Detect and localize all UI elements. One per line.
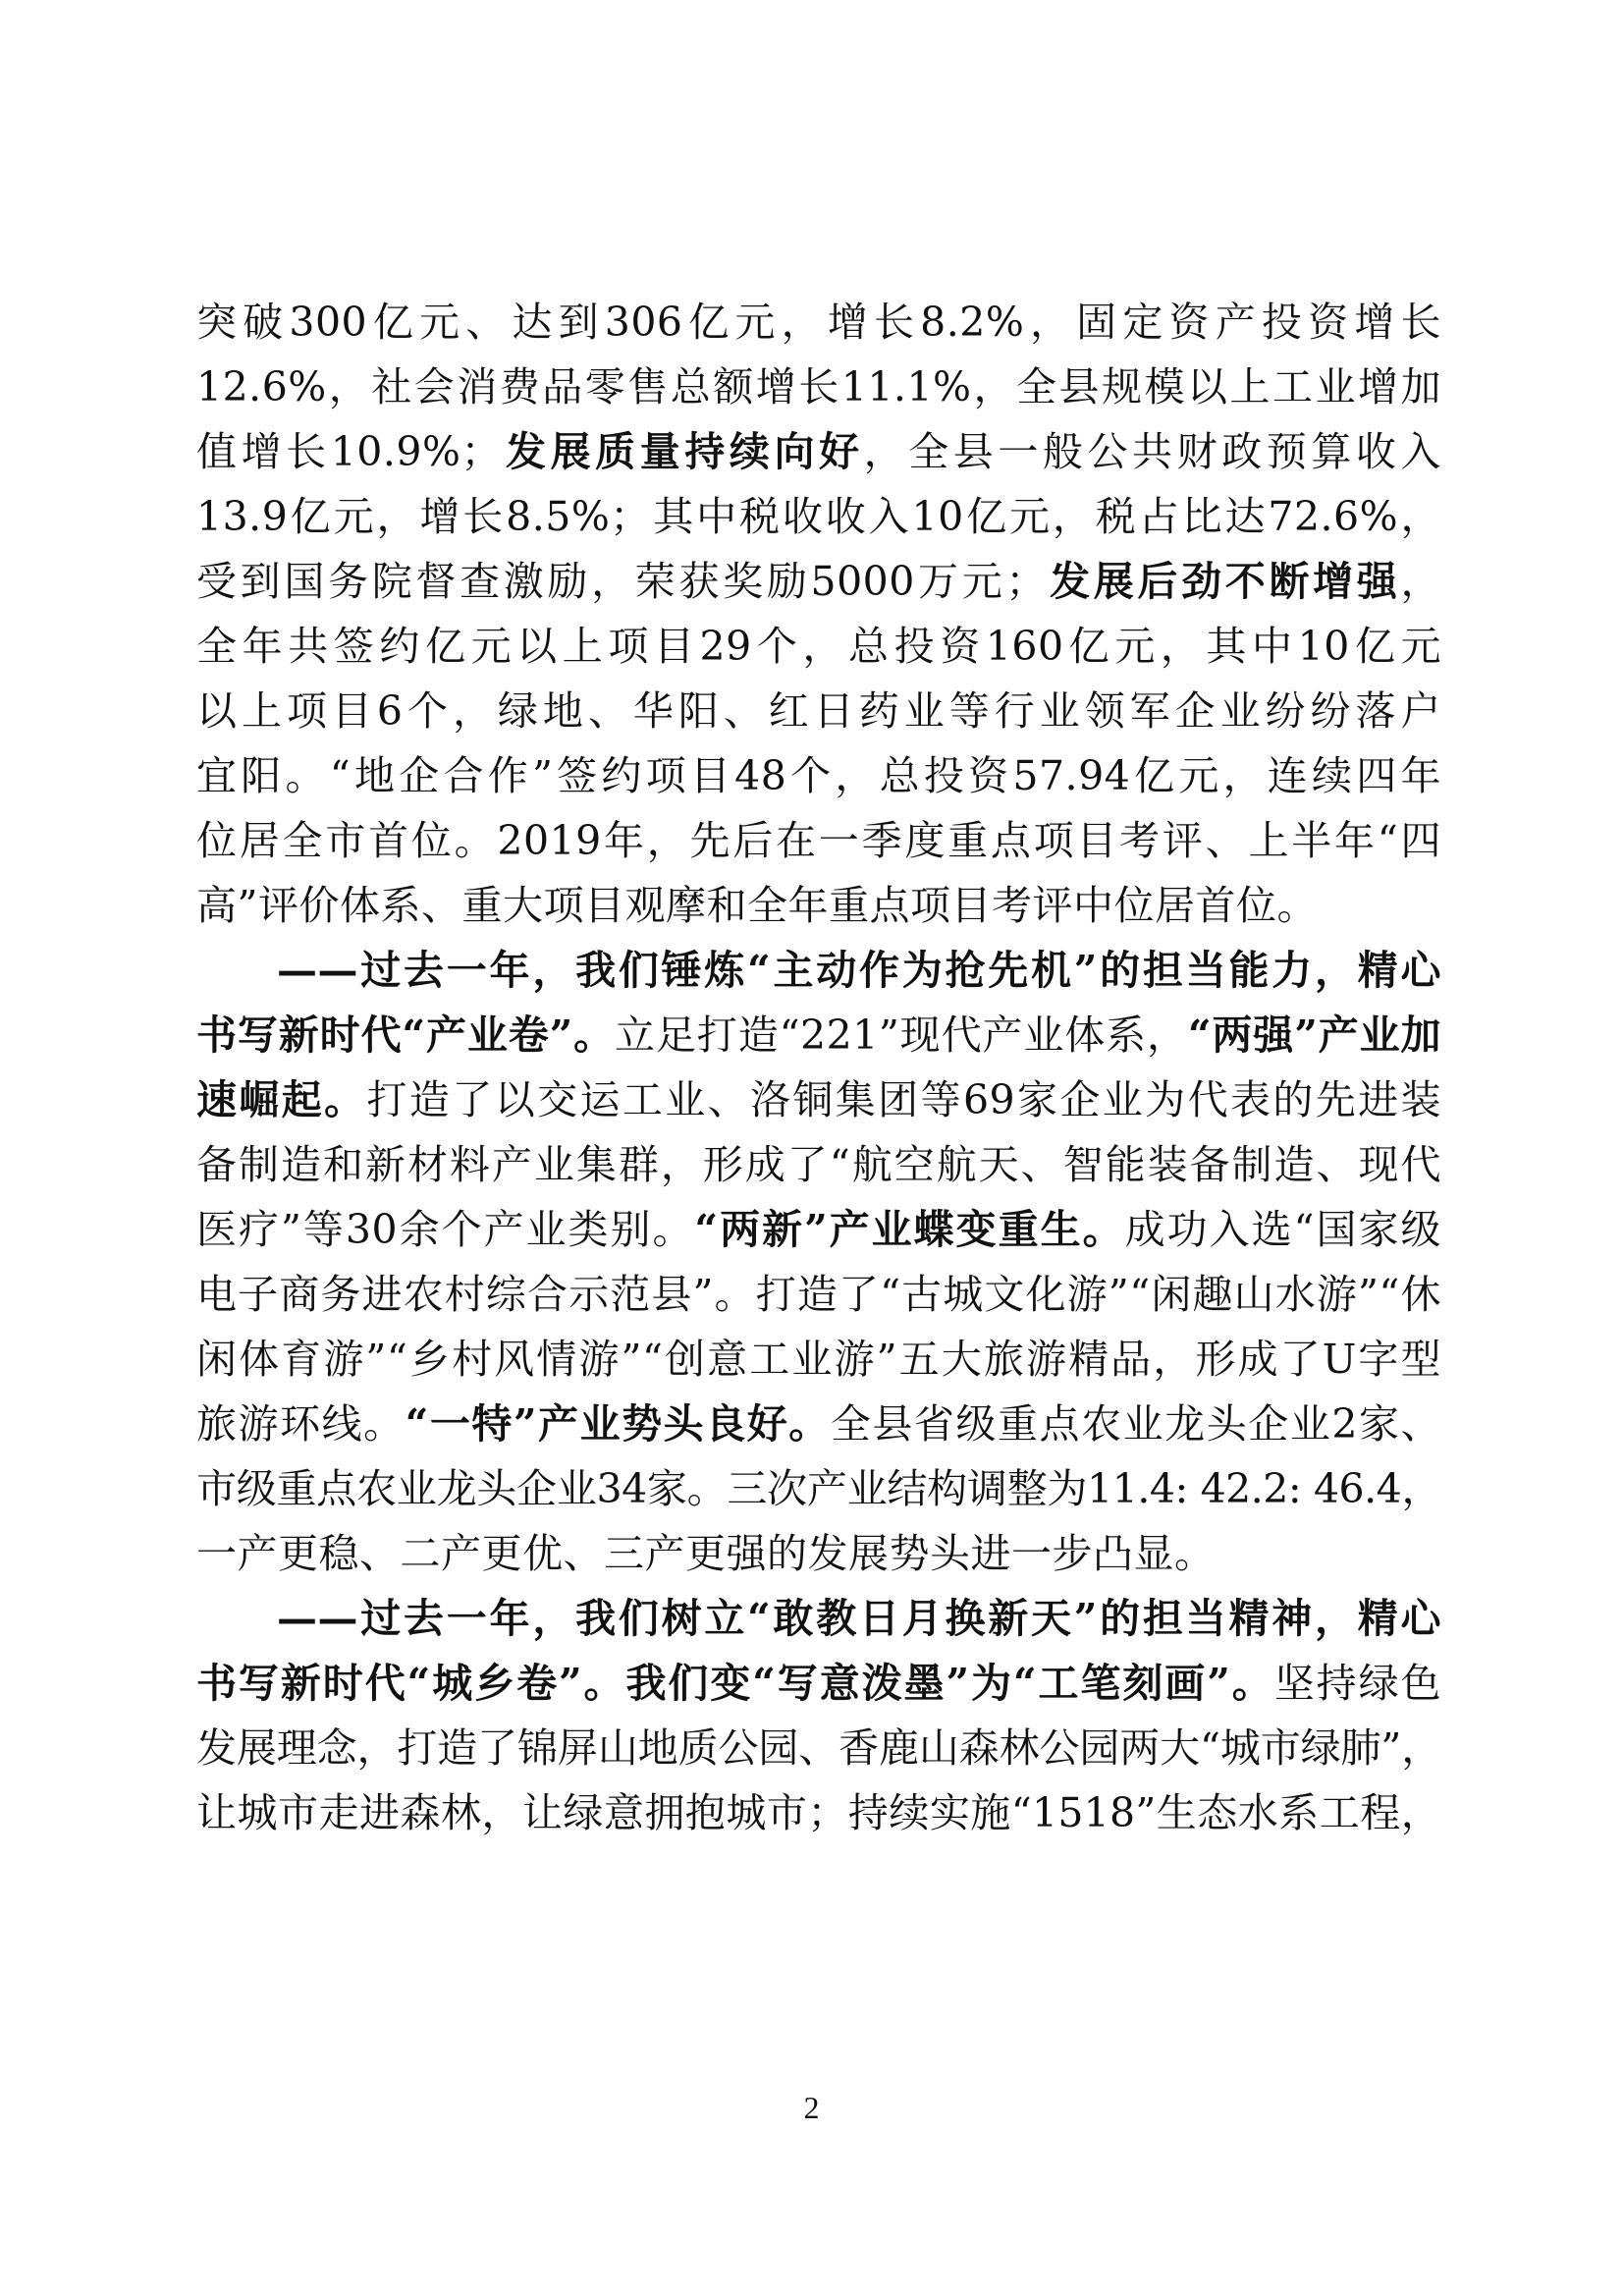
text-line	[196, 938, 1441, 1003]
text-run: 13.9亿元，增长8.5%；其中税收收入10亿元，税占比达72.6%，	[196, 493, 1441, 540]
bold-text-run: “两强”产业加	[1187, 1011, 1441, 1059]
text-run: 突破300亿元、达到306亿元，增长8.2%，固定资产投资增长	[196, 299, 1441, 346]
text-run: 立足打造“221”现代产业体系，	[615, 1011, 1188, 1059]
text-line	[196, 873, 1441, 938]
text-run: 市级重点农业龙头企业34家。三次产业结构调整为11.4: 42.2: 46.4，	[196, 1465, 1441, 1512]
text-line	[196, 1067, 1441, 1132]
text-line	[196, 419, 1441, 484]
text-line	[196, 1132, 1441, 1197]
text-run: 闲体育游”“乡村风情游”“创意工业游”五大旅游精品，形成了U字型	[196, 1336, 1441, 1383]
text-line	[196, 743, 1441, 808]
text-run: 宜阳。“地企合作”签约项目48个，总投资57.94亿元，连续四年	[196, 752, 1441, 799]
text-run: 12.6%，社会消费品零售总额增长11.1%，全县规模以上工业增加	[196, 363, 1441, 410]
text-line	[196, 1586, 1441, 1651]
text-run: ，全县一般公共财政预算收入	[863, 428, 1441, 475]
bold-text-run: 书写新时代“产业卷”。	[196, 1011, 616, 1059]
text-line	[196, 355, 1441, 419]
text-line	[196, 679, 1441, 743]
text-run: ，	[1400, 558, 1442, 605]
text-run: 发展理念，打造了锦屏山地质公园、香鹿山森林公园两大“城市绿肺”，	[196, 1724, 1441, 1772]
text-line	[196, 1197, 1441, 1262]
text-line	[196, 614, 1441, 679]
text-line	[196, 808, 1441, 873]
bold-text-run: “一特”产业势头良好。	[405, 1400, 831, 1448]
text-run: 值增长10.9%；	[196, 428, 502, 475]
bold-text-run: 发展后劲不断增强	[1046, 558, 1401, 605]
text-line	[196, 484, 1441, 549]
bold-text-run: ——过去一年，我们锤炼“主动作为抢先机”的担当能力，精心	[277, 947, 1441, 994]
text-run: 成功入选“国家级	[1124, 1206, 1441, 1253]
document-body	[196, 290, 1441, 1845]
bold-text-run: 发展质量持续向好	[501, 428, 864, 475]
text-line	[196, 549, 1441, 614]
text-run: 高”评价体系、重大项目观摩和全年重点项目考评中位居首位。	[196, 882, 1318, 929]
text-line	[196, 1521, 1441, 1586]
text-line	[196, 1262, 1441, 1327]
bold-text-run: ——过去一年，我们树立“敢教日月换新天”的担当精神，精心	[277, 1595, 1441, 1642]
text-line	[196, 1780, 1441, 1845]
text-line	[196, 1392, 1441, 1456]
text-line	[196, 1651, 1441, 1716]
bold-text-run: 书写新时代“城乡卷”。我们变“写意泼墨”为“工笔刻画”。	[196, 1660, 1274, 1707]
bold-text-run: 速崛起。	[196, 1076, 367, 1123]
text-run: 一产更稳、二产更优、三产更强的发展势头进一步凸显。	[196, 1530, 1216, 1577]
page-number: 2	[803, 2090, 820, 2125]
text-line	[196, 1003, 1441, 1067]
text-run: 让城市走进森林，让绿意拥抱城市；持续实施“1518”生态水系工程，	[196, 1789, 1441, 1836]
text-line	[196, 1716, 1441, 1780]
bold-text-run: “两新”产业蝶变重生。	[694, 1206, 1125, 1253]
text-run: 全县省级重点农业龙头企业2家、	[830, 1400, 1442, 1448]
text-run: 医疗”等30余个产业类别。	[196, 1206, 695, 1253]
text-run: 备制造和新材料产业集群，形成了“航空航天、智能装备制造、现代	[196, 1141, 1441, 1188]
text-line	[196, 1327, 1441, 1392]
text-run: 受到国务院督查激励，荣获奖励5000万元；	[196, 558, 1047, 605]
text-run: 打造了以交运工业、洛铜集团等69家企业为代表的先进装	[366, 1076, 1441, 1123]
text-run: 位居全市首位。2019年，先后在一季度重点项目考评、上半年“四	[196, 817, 1441, 864]
text-run: 坚持绿色	[1273, 1660, 1442, 1707]
text-run: 以上项目6个，绿地、华阳、红日药业等行业领军企业纷纷落户	[196, 687, 1441, 735]
text-run: 旅游环线。	[196, 1400, 406, 1448]
text-line	[196, 290, 1441, 355]
text-line	[196, 1456, 1441, 1521]
text-run: 电子商务进农村综合示范县”。打造了“古城文化游”“闲趣山水游”“休	[196, 1271, 1441, 1318]
text-run: 全年共签约亿元以上项目29个，总投资160亿元，其中10亿元	[196, 623, 1441, 670]
